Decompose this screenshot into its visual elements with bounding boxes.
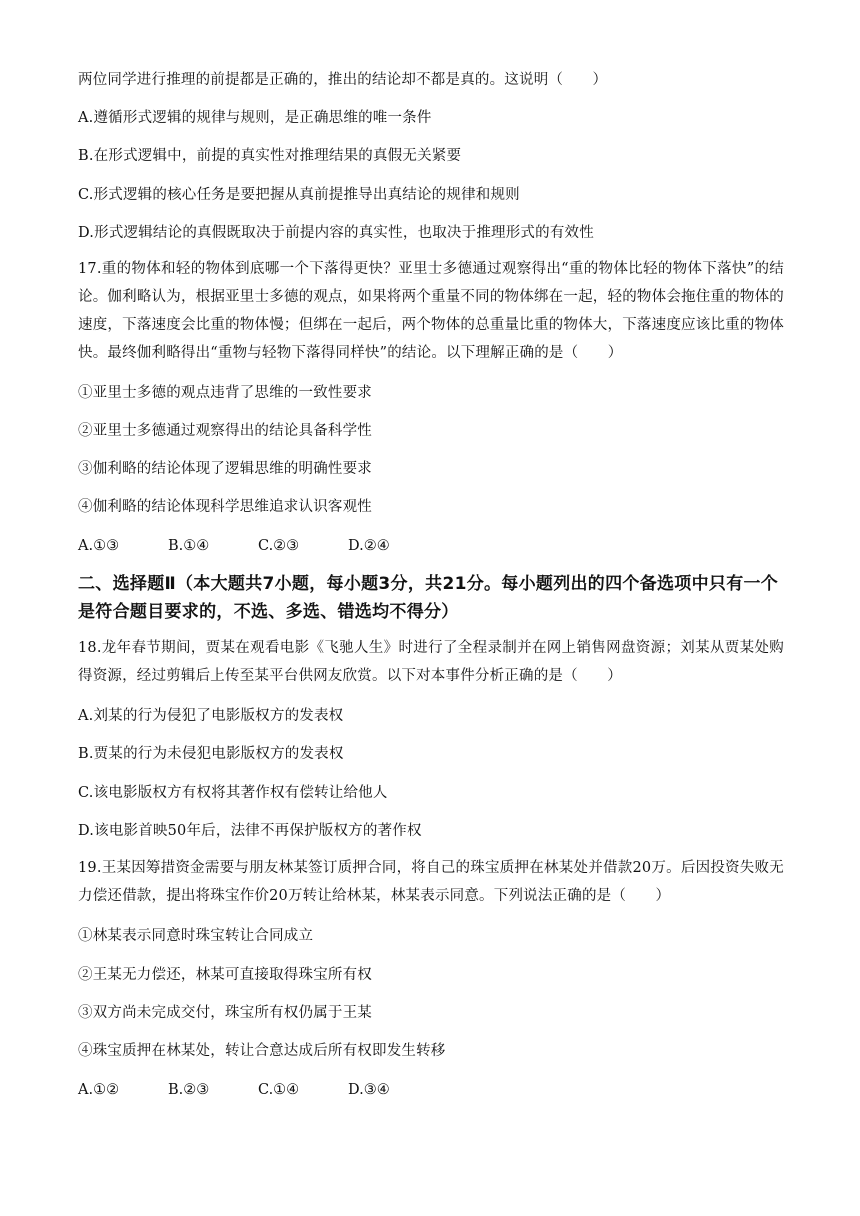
q17-statement-2: ②亚里士多德通过观察得出的结论具备科学性 bbox=[78, 423, 372, 439]
q17-answer-a: A.①③ bbox=[78, 538, 120, 554]
q16-option-b: B.在形式逻辑中，前提的真实性对推理结果的真假无关紧要 bbox=[78, 148, 462, 164]
q17-answer-c: C.②③ bbox=[258, 538, 300, 554]
q16-stem-tail: 两位同学进行推理的前提都是正确的，推出的结论却不都是真的。这说明（ ） bbox=[78, 72, 608, 88]
q19-answer-c: C.①④ bbox=[258, 1082, 300, 1098]
q18-option-b: B.贾某的行为未侵犯电影版权方的发表权 bbox=[78, 746, 344, 762]
q16-option-d: D.形式逻辑结论的真假既取决于前提内容的真实性，也取决于推理形式的有效性 bbox=[78, 225, 594, 241]
q17-stem: 17.重的物体和轻的物体到底哪一个下落得更快？亚里士多德通过观察得出“重的物体比轻的物体下落快”的结论。伽利略认为，根据亚里士多德的观点，如果将两个重量不同的物体绑在一起，轻的物体会拖住重的物体的速度，下落速度会比重的物体慢；但绑在一起后，两个物体的总重量比重的物体大，下落速度应该比重的物体快。最终伽利略得出“重物与轻物下落得同样快”的结论。以下理解正确的是（ ） bbox=[78, 261, 784, 361]
q17-statement-4: ④伽利略的结论体现科学思维追求认识客观性 bbox=[78, 499, 372, 515]
q19-statement-1: ①林某表示同意时珠宝转让合同成立 bbox=[78, 928, 314, 944]
q18-option-c: C.该电影版权方有权将其著作权有偿转让给他人 bbox=[78, 785, 388, 801]
q17-answer-b: B.①④ bbox=[168, 538, 210, 554]
q19-stem: 19.王某因筹措资金需要与朋友林某签订质押合同，将自己的珠宝质押在林某处并借款20万。后因投资失败无力偿还借款，提出将珠宝作价20万转让给林某，林某表示同意。下列说法正确的是（ ） bbox=[78, 860, 784, 904]
q16-option-c: C.形式逻辑的核心任务是要把握从真前提推导出真结论的规律和规则 bbox=[78, 187, 520, 203]
q19-answer-choices bbox=[78, 1080, 438, 1100]
q19-answer-d: D.③④ bbox=[348, 1082, 390, 1098]
q19-statement-4: ④珠宝质押在林某处，转让合意达成后所有权即发生转移 bbox=[78, 1043, 446, 1059]
q17-answer-choices bbox=[78, 536, 438, 556]
q17-statement-1: ①亚里士多德的观点违背了思维的一致性要求 bbox=[78, 385, 372, 401]
q18-option-d: D.该电影首映50年后，法律不再保护版权方的著作权 bbox=[78, 823, 422, 839]
q16-option-a: A.遵循形式逻辑的规律与规则，是正确思维的唯一条件 bbox=[78, 110, 432, 126]
q19-answer-b: B.②③ bbox=[168, 1082, 210, 1098]
q19-answer-a: A.①② bbox=[78, 1082, 120, 1098]
q19-statement-3: ③双方尚未完成交付，珠宝所有权仍属于王某 bbox=[78, 1005, 372, 1021]
section-2-heading: 二、选择题Ⅱ（本大题共7小题，每小题3分，共21分。每小题列出的四个备选项中只有一个是符合题目要求的，不选、多选、错选均不得分） bbox=[78, 574, 779, 622]
q18-stem: 18.龙年春节期间，贾某在观看电影《飞驰人生》时进行了全程录制并在网上销售网盘资源；刘某从贾某处购得资源，经过剪辑后上传至某平台供网友欣赏。以下对本事件分析正确的是（ ） bbox=[78, 640, 784, 684]
q18-option-a: A.刘某的行为侵犯了电影版权方的发表权 bbox=[78, 708, 344, 724]
q17-statement-3: ③伽利略的结论体现了逻辑思维的明确性要求 bbox=[78, 461, 372, 477]
q19-statement-2: ②王某无力偿还，林某可直接取得珠宝所有权 bbox=[78, 967, 372, 983]
q17-answer-d: D.②④ bbox=[348, 538, 390, 554]
